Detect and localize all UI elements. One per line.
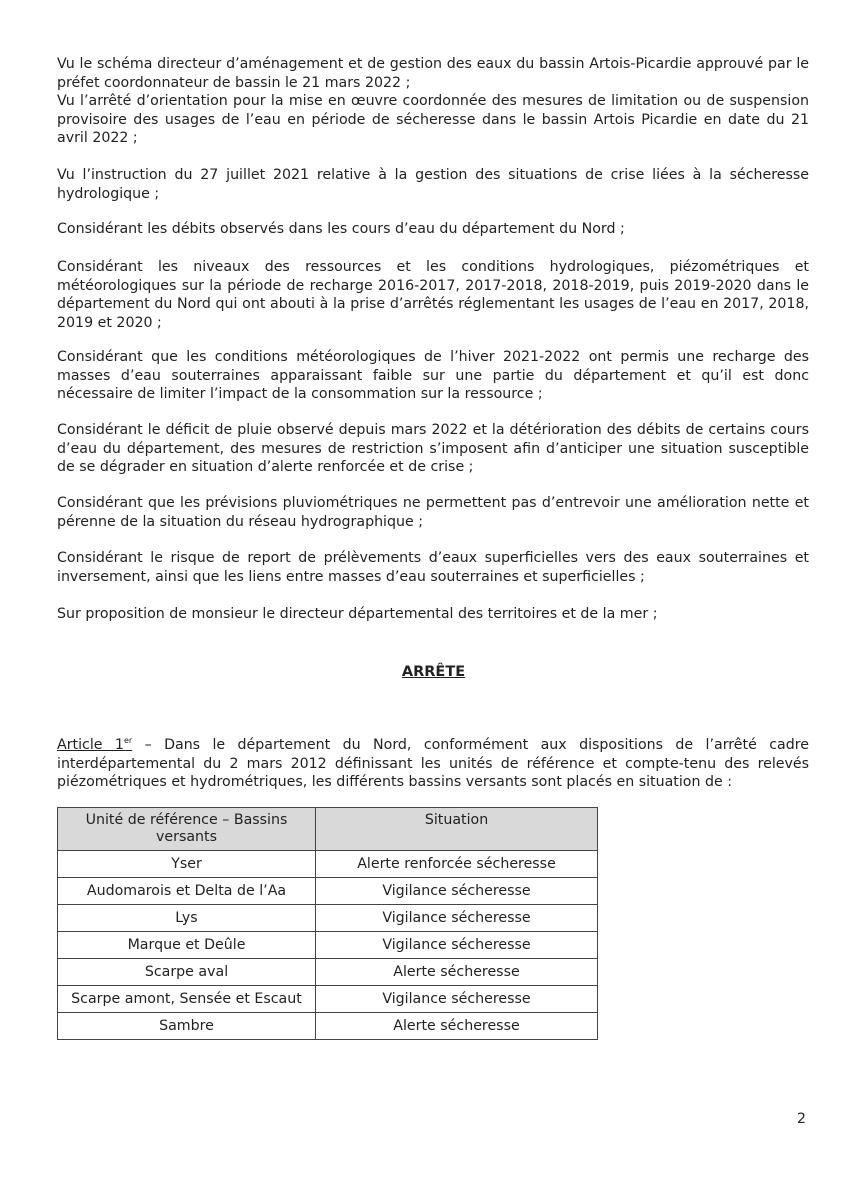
paragraph-considerant-previsions: Considérant que les prévisions pluviométriques ne permettent pas d’entrevoir une amélioration nette et pérenne de la situation du réseau hydrographique ; xyxy=(57,495,809,530)
table-cell-unite: Lys xyxy=(58,905,316,932)
paragraph-vu-instruction: Vu l’instruction du 27 juillet 2021 relative à la gestion des situations de crise liées à la sécheresse hydrologique ; xyxy=(57,167,809,202)
table-row xyxy=(58,851,598,878)
table-cell-situation: Alerte sécheresse xyxy=(316,959,598,986)
reference-units-table xyxy=(57,807,598,1040)
table-cell-unite: Marque et Deûle xyxy=(58,932,316,959)
article-1-label-sup: er xyxy=(123,736,133,745)
table-cell-unite: Scarpe aval xyxy=(58,959,316,986)
table-cell-situation: Vigilance sécheresse xyxy=(316,905,598,932)
article-1-paragraph xyxy=(57,736,809,792)
table-row xyxy=(58,1013,598,1040)
paragraph-considerant-deficit: Considérant le déficit de pluie observé depuis mars 2022 et la détérioration des débits de certains cours d’eau du département, des mesures de restriction s’imposent afin d’anticiper une situation susceptible de se dégrader en situation d’alerte renforcée et de crise ; xyxy=(57,422,809,475)
table-cell-situation: Vigilance sécheresse xyxy=(316,986,598,1013)
table-cell-situation: Vigilance sécheresse xyxy=(316,878,598,905)
table-cell-unite: Yser xyxy=(58,851,316,878)
table-cell-unite: Audomarois et Delta de l’Aa xyxy=(58,878,316,905)
table-row xyxy=(58,905,598,932)
table-header-row xyxy=(58,808,598,851)
paragraph-sur-proposition: Sur proposition de monsieur le directeur départemental des territoires et de la mer ; xyxy=(57,606,658,622)
paragraph-considerant-report: Considérant le risque de report de prélèvements d’eaux superficielles vers des eaux souterraines et inversement, ainsi que les liens entre masses d’eau souterraines et superficielles ; xyxy=(57,550,809,585)
table-row xyxy=(58,932,598,959)
paragraph-vu-sdage: Vu le schéma directeur d’aménagement et de gestion des eaux du bassin Artois-Picardie approuvé par le préfet coordonnateur de bassin le 21 mars 2022 ; Vu l’arrêté d’orientation pour la mise en œuvre coordonnée des mesures de limitation ou de suspension provisoire des usages de l’eau en période de sécheresse dans le bassin Artois Picardie en date du 21 avril 2022 ; xyxy=(57,56,809,146)
paragraph-considerant-hiver: Considérant que les conditions météorologiques de l’hiver 2021-2022 ont permis une recharge des masses d’eau souterraines apparaissant faible sur une partie du département et qu’il est donc nécessaire de limiter l’impact de la consommation sur la ressource ; xyxy=(57,349,809,402)
table-cell-situation: Vigilance sécheresse xyxy=(316,932,598,959)
table-cell-unite: Sambre xyxy=(58,1013,316,1040)
table-cell-situation: Alerte sécheresse xyxy=(316,1013,598,1040)
article-1-label xyxy=(57,737,132,753)
arrete-heading: ARRÊTE xyxy=(401,664,466,680)
table-row xyxy=(58,959,598,986)
article-1-label-text: Article 1 xyxy=(57,737,124,753)
table-header-situation: Situation xyxy=(316,808,598,851)
page-number: 2 xyxy=(797,1111,806,1127)
table-header-unite: Unité de référence – Bassins versants xyxy=(58,808,316,851)
table-cell-unite: Scarpe amont, Sensée et Escaut xyxy=(58,986,316,1013)
paragraph-considerant-niveaux: Considérant les niveaux des ressources et les conditions hydrologiques, piézométriques et météorologiques sur la période de recharge 2016-2017, 2017-2018, 2018-2019, puis 2019-2020 dans le département du Nord qui ont abouti à la prise d’arrêtés réglementant les usages de l’eau en 2017, 2018, 2019 et 2020 ; xyxy=(57,259,809,331)
paragraph-considerant-debits: Considérant les débits observés dans les cours d’eau du département du Nord ; xyxy=(57,221,625,237)
table-cell-situation: Alerte renforcée sécheresse xyxy=(316,851,598,878)
article-1-text: – Dans le département du Nord, conformément aux dispositions de l’arrêté cadre interdépartemental du 2 mars 2012 définissant les unités de référence et compte-tenu des relevés piézométriques et hydrométriques, les différents bassins versants sont placés en situation de : xyxy=(57,737,809,790)
table-row xyxy=(58,878,598,905)
table-row xyxy=(58,986,598,1013)
